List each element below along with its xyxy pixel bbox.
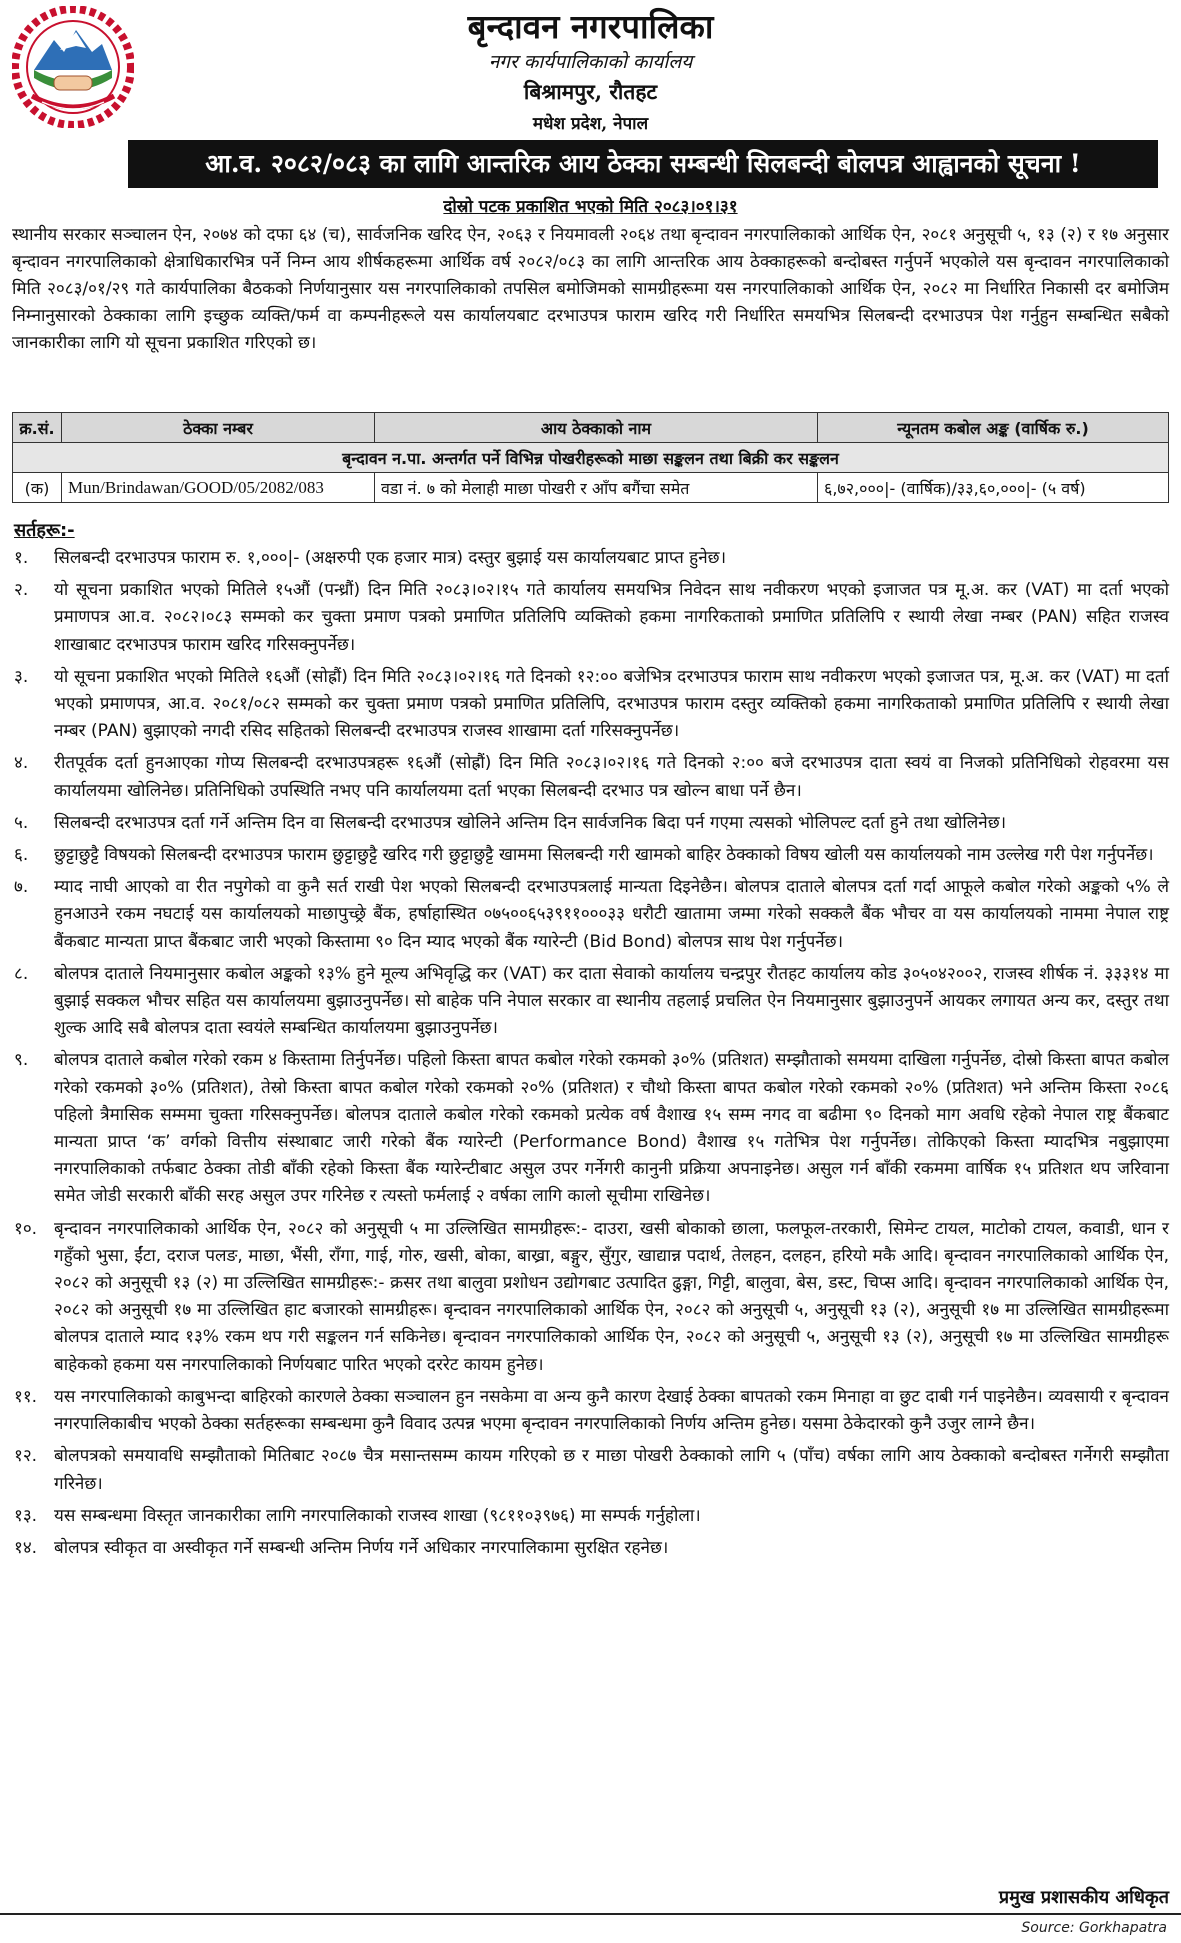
row-contract-no: Mun/Brindawan/GOOD/05/2082/083: [62, 473, 375, 503]
condition-number: १२.: [14, 1446, 38, 1467]
condition-text: यस सम्बन्धमा विस्तृत जानकारीका लागि नगरपालिकाको राजस्व शाखा (९८११०३९७६) मा सम्पर्क गर्नुहोला।: [54, 1505, 701, 1526]
province-line: मधेश प्रदेश, नेपाल: [532, 114, 649, 134]
condition-item: [14, 1535, 1169, 1562]
condition-item: [14, 961, 1169, 1043]
condition-text: यो सूचना प्रकाशित भएको मितिले १५औं (पन्ध्रौं) दिन मिति २०८३।०२।१५ गते कार्यालय समयभित्र निवेदन साथ नवीकरण भएको इजाजत पत्र मू.अ. कर (VAT) मा दर्ता भएको प्रमाणपत्र आ.व. २०८२।०८३ सम्मको कर चुक्ता प्रमाण पत्रको प्रमाणित प्रतिलिपि व्यक्तिको हकमा नागरिकताको प्रमाणित प्रतिलिपि र स्थायी लेखा नम्बर (PAN) सहित राजस्व शाखाबाट दरभाउपत्र फाराम खरिद गरिसक्नुपर्नेछ।: [54, 580, 1169, 655]
condition-number: ७.: [14, 877, 29, 898]
condition-item: [14, 545, 1169, 572]
column-header-contract-name: आय ठेक्काको नाम: [375, 413, 818, 443]
condition-item: [14, 874, 1169, 956]
table-row: [13, 473, 1169, 503]
condition-item: [14, 810, 1169, 837]
condition-item: [14, 1047, 1169, 1210]
condition-item: [14, 842, 1169, 869]
condition-number: ४.: [14, 753, 29, 774]
column-header-min-bid: न्यूनतम कबोल अङ्क (वार्षिक रु.): [818, 413, 1169, 443]
row-min-bid: ६,७२,०००|- (वार्षिक)/३३,६०,०००|- (५ वर्ष): [818, 473, 1169, 503]
conditions-heading: सर्तहरू:-: [14, 520, 75, 541]
column-header-sn: क्र.सं.: [13, 413, 62, 443]
office-address: बिश्रामपुर, रौतहट: [523, 79, 658, 104]
intro-paragraph: स्थानीय सरकार सञ्चालन ऐन, २०७४ को दफा ६४ (च), सार्वजनिक खरिद ऐन, २०६३ र नियमावली २०६४ तथा बृन्दावन नगरपालिकाको आर्थिक ऐन, २०८१ अनुसूची ५, १३ (२) र १७ अनुसार बृन्दावन नगरपालिकाको क्षेत्राधिकारभित्र पर्ने निम्न आय शीर्षकहरूमा आर्थिक वर्ष २०८२/०८३ का लागि आन्तरिक आय ठेक्काहरूको बन्दोबस्त गर्नुपर्ने भएकोले यस बृन्दावन नगरपालिकाको मिति २०८३/०१/२९ गते कार्यपालिका बैठकको निर्णयानुसार यस नगरपालिकाको तपसिल बमोजिमको सामग्रीहरूमा यस नगरपालिकाको आर्थिक ऐन, २०८२ मा निर्धारित निकासी दर बमोजिम निम्नानुसारको ठेक्काका लागि इच्छुक व्यक्ति/फर्म वा कम्पनीहरूले यस कार्यालयबाट दरभाउपत्र फाराम खरिद गरी निर्धारित समयभित्र सिलबन्दी दरभाउपत्र पेश गर्नुहुन सम्बन्धित सबैको जानकारीका लागि यो सूचना प्रकाशित गरिएको छ।: [12, 225, 1169, 353]
condition-number: ९.: [14, 1050, 29, 1071]
row-contract-name: वडा नं. ७ को मेलाही माछा पोखरी र आँप बगैंचा समेत: [375, 473, 818, 503]
condition-item: [14, 577, 1169, 659]
condition-number: ८.: [14, 963, 29, 984]
condition-item: [14, 1384, 1169, 1438]
condition-item: [14, 664, 1169, 746]
condition-text: म्याद नाघी आएको वा रीत नपुगेको वा कुनै सर्त राखी पेश भएको सिलबन्दी दरभाउपत्रलाई मान्यता दिइनेछैन। बोलपत्र दाताले बोलपत्र दर्ता गर्दा आफूले कबोल गरेको अङ्कको ५% ले हुनआउने रकम नघटाई यस कार्यालयको माछापुच्छ्रे बैंक, हर्षाहास्थित ०७५००६५३९११०००३३ धरौटी खातामा जम्मा गरेको सक्कलै बैंक भौचर वा यस कार्यालयको नाममा नेपाल राष्ट्र बैंकबाट मान्यता प्राप्त बैंकबाट जारी भएको किस्तामा ९० दिन म्याद भएको बैंक ग्यारेन्टी (Bid Bond) बोलपत्र साथ पेश गर्नुपर्नेछ।: [54, 877, 1169, 952]
condition-text: बोलपत्र स्वीकृत वा अस्वीकृत गर्ने सम्बन्धी अन्तिम निर्णय गर्ने अधिकार नगरपालिकामा सुरक्षित रहनेछ।: [54, 1537, 669, 1558]
condition-text: यस नगरपालिकाको काबुभन्दा बाहिरको कारणले ठेक्का सञ्चालन हुन नसकेमा वा अन्य कुनै कारण देखाई ठेक्का बापतको रकम मिनाहा वा छुट दाबी गर्न पाइनेछैन। व्यवसायी र बृन्दावन नगरपालिकाबीच भएको ठेक्का सर्तहरूका सम्बन्धमा कुनै विवाद उत्पन्न भएमा बृन्दावन नगरपालिकाको निर्णय अन्तिम हुनेछ। यसमा ठेकेदारको कुनै उजुर लाग्ने छैन।: [54, 1386, 1169, 1435]
column-header-contract-no: ठेक्का नम्बर: [62, 413, 375, 443]
row-sn: (क): [13, 473, 62, 503]
condition-number: १०.: [14, 1218, 38, 1239]
office-name: नगर कार्यपालिकाको कार्यालय: [488, 51, 693, 73]
condition-item: [14, 750, 1169, 804]
condition-text: यो सूचना प्रकाशित भएको मितिले १६औं (सोह्रौं) दिन मिति २०८३।०२।१६ गते दिनको १२:०० बजेभित्र दरभाउपत्र फाराम साथ नवीकरण भएको इजाजत पत्र, मू.अ. कर (VAT) मा दर्ता भएको प्रमाणपत्र, आ.व. २०८१/०८२ सम्मको कर चुक्ता प्रमाण पत्रको प्रमाणित प्रतिलिपि, दरभाउपत्र फाराम दस्तुर व्यक्तिको हकमा नागरिकताको प्रमाणित प्रतिलिपि र स्थायी लेखा नम्बर (PAN) बुझाएको नगदी रसिद सहितको सिलबन्दी दरभाउपत्र राजस्व शाखामा दर्ता गरिसक्नुपर्नेछ।: [54, 666, 1169, 742]
condition-number: १४.: [14, 1537, 38, 1558]
table-subheading: बृन्दावन न.पा. अन्तर्गत पर्ने विभिन्न पोखरीहरूको माछा सङ्कलन तथा बिक्री कर सङ्कलन: [13, 443, 1169, 473]
table-subheading-row: [13, 443, 1169, 473]
condition-text: बोलपत्र दाताले कबोल गरेको रकम ४ किस्तामा तिर्नुपर्नेछ। पहिलो किस्ता बापत कबोल गरेको रकमको ३०% (प्रतिशत) सम्झौताको समयमा दाखिला गर्नुपर्नेछ, दोस्रो किस्ता बापत कबोल गरेको रकमको ३०% (प्रतिशत), तेस्रो किस्ता बापत कबोल गरेको रकमको २०% (प्रतिशत) र चौथो किस्ता बापत कबोल गरेको रकमको २०% (प्रतिशत) भने अन्तिम किस्ता २०८६ पहिलो त्रैमासिक सम्ममा चुक्ता गरिसक्नुपर्नेछ। बोलपत्र दाताले कबोल गरेको रकमको प्रत्येक वर्ष वैशाख १५ सम्म नगद वा बढीमा ९० दिनको माग अवधि रहेको नेपाल राष्ट्र बैंकबाट मान्यता प्राप्त ‘क’ वर्गको वित्तीय संस्थाबाट जारी गरेको बैंक ग्यारेन्टी (Performance Bond) वैशाख १५ गतेभित्र पेश गर्नुपर्नेछ। तोकिएको किस्ता म्यादभित्र नबुझाएमा नगरपालिकाको तर्फबाट ठेक्का तोडी बाँकी रहेको किस्ता बैंक ग्यारेन्टीबाट असुल उपर गर्नेगरी कानुनी प्रक्रिया अपनाइनेछ। असुल गर्न बाँकी रकममा वार्षिक १५ प्रतिशत थप जरिवाना समेत जोडी सरकारी बाँकी सरह असुल उपर गरिनेछ र त्यस्तो फर्मलाई २ वर्षका लागि कालो सूचीमा राखिनेछ।: [54, 1050, 1169, 1207]
condition-number: १३.: [14, 1505, 38, 1526]
source-credit: Source: Gorkhapatra: [1021, 1920, 1167, 1936]
condition-text: बोलपत्र दाताले नियमानुसार कबोल अङ्कको १३% हुने मूल्य अभिवृद्धि कर (VAT) कर दाता सेवाको कार्यालय चन्द्रपुर रौतहट कार्यालय कोड ३०५०४२००२, राजस्व शीर्षक नं. ३३३१४ मा बुझाई सक्कल भौचर सहित यस कार्यालयमा बुझाउनुपर्नेछ। सो बाहेक पनि नेपाल सरकार वा स्थानीय तहलाई प्रचलित ऐन नियमानुसार बुझाउनुपर्ने आयकर लगायत अन्य कर, दस्तुर तथा शुल्क आदि सबै बोलपत्र दाता स्वयंले सम्बन्धित कार्यालयमा बुझाउनुपर्नेछ।: [54, 963, 1169, 1039]
publication-date: दोस्रो पटक प्रकाशित भएको मिति २०८३।०१।३१: [443, 197, 738, 217]
notice-title-banner: आ.व. २०८२/०८३ का लागि आन्तरिक आय ठेक्का सम्बन्धी सिलबन्दी बोलपत्र आह्वानको सूचना !: [128, 140, 1158, 188]
condition-item: [14, 1503, 1169, 1530]
condition-number: १.: [14, 548, 29, 568]
condition-item: [14, 1216, 1169, 1379]
condition-text: बोलपत्रको समयावधि सम्झौताको मितिबाट २०८७ चैत्र मसान्तसम्म कायम गरिएको छ र माछा पोखरी ठेक्काको लागि ५ (पाँच) वर्षका लागि आय ठेक्काको बन्दोबस्त गर्नेगरी सम्झौता गरिनेछ।: [54, 1446, 1169, 1494]
contract-table: [12, 412, 1169, 503]
condition-number: ११.: [14, 1386, 38, 1407]
condition-number: ६.: [14, 845, 29, 866]
condition-text: छुट्टाछुट्टै विषयको सिलबन्दी दरभाउपत्र फाराम छुट्टाछुट्टै खरिद गरी छुट्टाछुट्टै खाममा सिलबन्दी गरी खामको बाहिर ठेक्काको विषय खोली यस कार्यालयको नाम उल्लेख गरी पेश गर्नुपर्नेछ।: [54, 845, 1154, 866]
signatory-title: प्रमुख प्रशासकीय अधिकृत: [998, 1887, 1169, 1908]
condition-item: [14, 1443, 1169, 1497]
organization-name: बृन्दावन नगरपालिका: [467, 7, 714, 46]
condition-number: ३.: [14, 666, 29, 687]
footer-divider: [0, 1913, 1181, 1915]
table-header-row: [13, 413, 1169, 443]
condition-text: बृन्दावन नगरपालिकाको आर्थिक ऐन, २०८२ को अनुसूची ५ मा उल्लिखित सामग्रीहरू:- दाउरा, खसी बोकाको छाला, फलफूल-तरकारी, सिमेन्ट टायल, माटोको टायल, कवाडी, धान र गहुँको भुसा, ईंटा, दराज पलङ, माछा, भैंसी, राँगा, गाई, गोरु, खसी, बोका, बाख्रा, बङ्गुर, सुँगुर, खाद्यान्न पदार्थ, तेलहन, दलहन, हरियो मकै आदि। बृन्दावन नगरपालिकाको आर्थिक ऐन, २०८२ को अनुसूची १३ (२) मा उल्लिखित सामग्रीहरू:- क्रसर तथा बालुवा प्रशोधन उद्योगबाट उत्पादित ढुङ्गा, गिट्टी, बालुवा, बेस, डस्ट, चिप्स आदि। बृन्दावन नगरपालिकाको आर्थिक ऐन, २०८२ को अनुसूची १७ मा उल्लिखित हाट बजारको सामग्रीहरू। बृन्दावन नगरपालिकाको आर्थिक ऐन, २०८२ को अनुसूची ५, अनुसूची १३ (२), अनुसूची १७ मा उल्लिखित सामग्रीहरूमा बोलपत्र दाताले म्याद १३% रकम थप गरी सङ्कलन गर्न सकिनेछ। बृन्दावन नगरपालिकाको आर्थिक ऐन, २०८२ को अनुसूची ५, अनुसूची १३ (२), अनुसूची १७ मा उल्लिखित सामग्रीहरू बाहेकको हकमा यस नगरपालिकाको निर्णयबाट पारित भएको दररेट कायम हुनेछ।: [54, 1218, 1169, 1375]
condition-text: रीतपूर्वक दर्ता हुनआएका गोप्य सिलबन्दी दरभाउपत्रहरू १६औं (सोह्रौं) दिन मिति २०८३।०२।१६ गते दिनको २:०० बजे दरभाउपत्र दाता स्वयं वा निजको प्रतिनिधिको रोहवरमा यस कार्यालयमा खोलिनेछ। प्रतिनिधिको उपस्थिति नभए पनि कार्यालयमा दर्ता भएका सिलबन्दी दरभाउ पत्र खोल्न बाधा पर्ने छैन।: [54, 753, 1169, 801]
condition-number: २.: [14, 580, 29, 601]
conditions-list: [14, 545, 1169, 1567]
condition-text: सिलबन्दी दरभाउपत्र फाराम रु. १,०००|- (अक्षरुपी एक हजार मात्र) दस्तुर बुझाई यस कार्यालयबाट प्राप्त हुनेछ।: [54, 548, 727, 568]
condition-text: सिलबन्दी दरभाउपत्र दर्ता गर्ने अन्तिम दिन वा सिलबन्दी दरभाउपत्र खोलिने अन्तिम दिन सार्वजनिक बिदा पर्न गएमा त्यसको भोलिपल्ट दर्ता हुने तथा खोलिनेछ।: [54, 812, 1007, 833]
condition-number: ५.: [14, 812, 29, 833]
